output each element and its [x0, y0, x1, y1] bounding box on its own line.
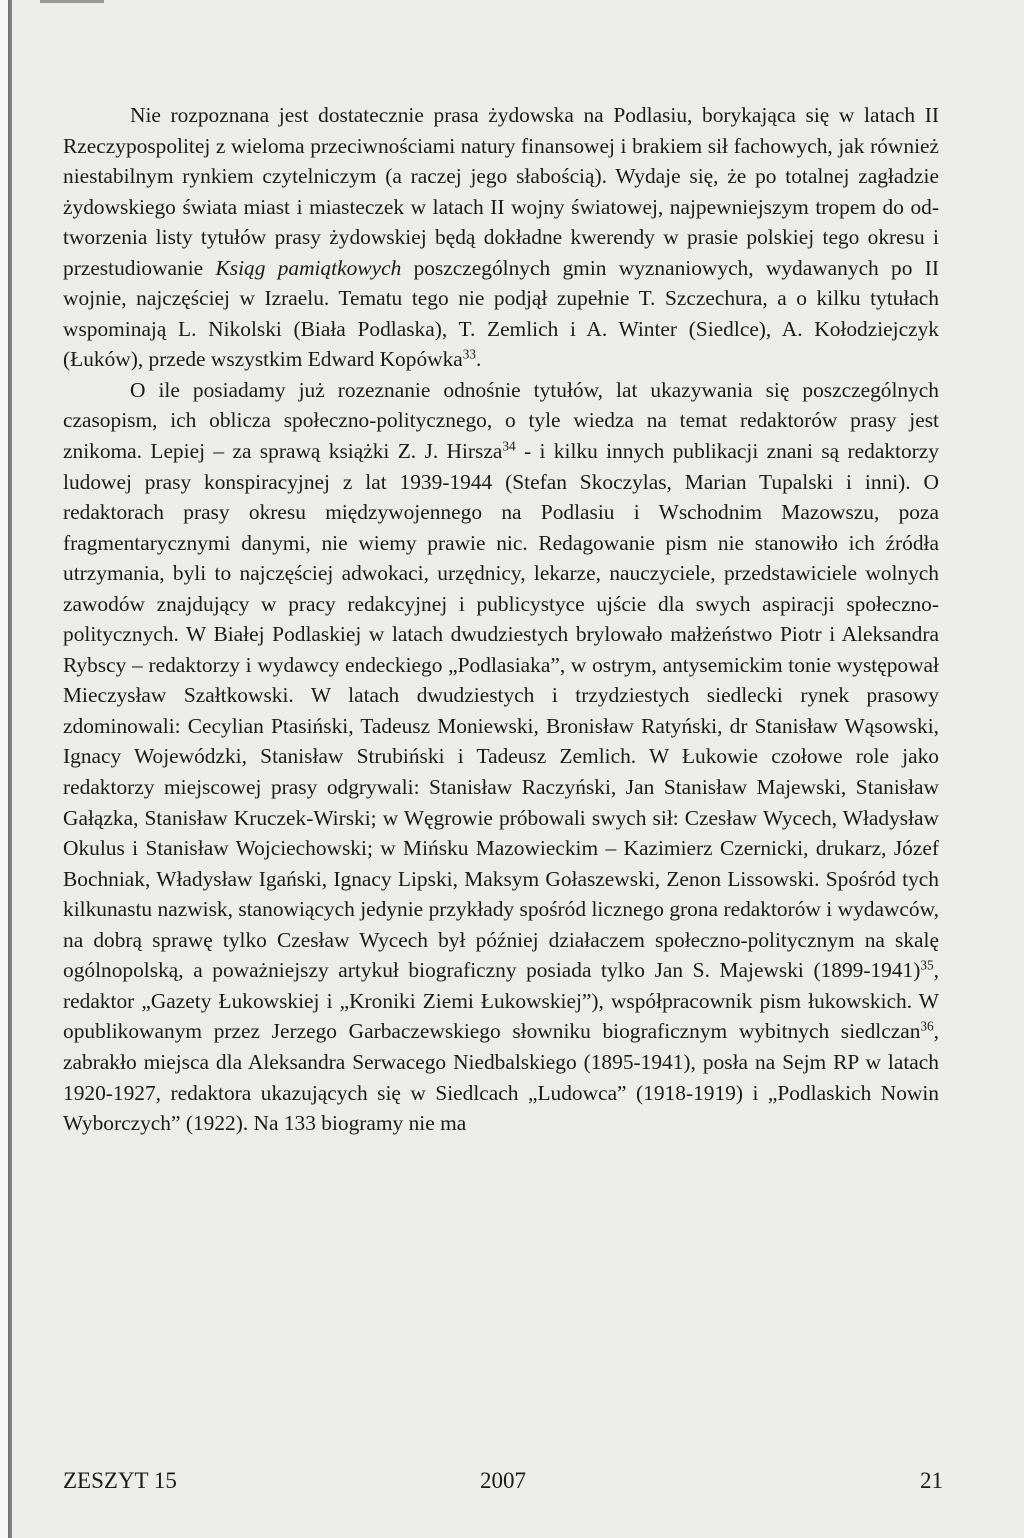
body-text	[63, 100, 939, 1139]
book-spine-shadow	[0, 0, 12, 1538]
paragraph-1: Nie rozpoznana jest dostatecznie prasa żydowska na Podlasiu, borykająca się w latach II Rzeczypospolitej z wieloma przeciwnościami natury finansowej i brakiem sił fachowych, jak również niestabilnym rynkiem czytelniczym (a raczej jego słabością). Wydaje się, że po totalnej zagładzie żydowskiego świata miast i miasteczek w latach II wojny światowej, najpewniejszym tropem do odtworzenia listy tytułów prasy żydowskiej będą dokładne kwerendy w prasie polskiej tego okresu i przestudiowanie Ksiąg pamiątkowych poszczególnych gmin wyznaniowych, wydawanych po II wojnie, najczęściej w Izraelu. Tematu tego nie podjął zupełnie T. Szczechura, a o kilku tytułach wspominają L. Nikolski (Biała Podlaska), T. Zemlich i A. Winter (Siedlce), A. Kołodziejczyk (Łuków), przede wszystkim Edward Kopówka$^{33}$.	[63, 103, 939, 372]
footnote-ref-33: 33	[462, 347, 477, 363]
page-number: 21	[920, 1468, 943, 1493]
page-footer	[63, 1468, 943, 1500]
journal-issue: ZESZYT 15	[63, 1468, 177, 1493]
paragraph-2: O ile posiadamy już rozeznanie odnośnie tytułów, lat ukazywania się poszczególnych czasopism, ich oblicza społeczno-politycznego, o tyle wiedza na temat redaktorów prasy jest znikoma. Lepiej – za sprawą książki Z. J. Hirsza$^{34}$ - i kilku innych publikacji znani są redaktorzy ludowej prasy konspiracyjnej z lat 1939-1944 (Stefan Skoczylas, Marian Tupalski i inni). O redaktorach prasy okresu międzywojennego na Podlasiu i Wschodnim Mazowszu, poza fragmentarycznymi danymi, nie wiemy prawie nic. Redagowanie pism nie stanowiło ich źródła utrzymania, byli to najczęściej adwokaci, urzędnicy, lekarze, nauczyciele, przedstawiciele wolnych zawodów znajdujący w pracy redakcyjnej i publicystyce ujście dla swych aspiracji społeczno-politycznych. W Białej Podlaskiej w latach dwudziestych brylowało małżeństwo Piotr i Aleksandra Rybscy – redaktorzy i wydawcy endeckiego „Podlasiaka”, w ostrym, antysemickim tonie występował Mieczysław Szałtkowski. W latach dwudziestych i trzydziestych siedlecki rynek prasowy zdominowali: Cecylian Ptasiński, Tadeusz Moniewski, Bronisław Ratyński, dr Stanisław Wąsowski, Ignacy Wojewódzki, Stanisław Strubiński i Tadeusz Zemlich. W Łukowie czołowe role jako redaktorzy miejscowej prasy odgrywali: Stanisław Raczyński, Jan Stanisław Majewski, Stanisław Gałązka, Stanisław Kruczek-Wirski; w Węgrowie próbowali swych sił: Czesław Wycech, Władysław Okulus i Stanisław Wojciechowski; w Mińsku Mazowieckim – Kazimierz Czernicki, drukarz, Józef Bochniak, Władysław Igański, Ignacy Lipski, Maksym Gołaszewski, Zenon Lissowski. Spośród tych kilkunastu nazwisk, stanowiących jedynie przykłady spośród licznego grona redaktorów i wydawców, na dobrą sprawę tylko Czesław Wycech był później działaczem społeczno-politycznym na skalę ogólnopolską, a poważniejszy artykuł biograficzny posiada tylko Jan S. Majewski (1899-1941)$^{35}$, redaktor „Gazety Łukowskiej i „Kroniki Ziemi Łukowskiej”), współpracownik pism łukowskich. W opublikowanym przez Jerzego Garbaczewskiego słowniku biograficznym wybitnych siedlczan$^{36}$, zabrakło miejsca dla Aleksandra Serwacego Niedbalskiego (1895-1941), posła na Sejm RP w latach 1920-1927, redaktora ukazujących się w Siedlcach „Ludowca” (1918-1919) i „Podlaskich Nowin Wyborczych” (1922). Na 133 biogramy nie ma	[63, 377, 939, 1136]
footnote-ref-36: 36	[920, 1019, 934, 1035]
publication-year: 2007	[480, 1468, 526, 1493]
scan-corner-mark	[40, 0, 104, 3]
italic-title: Ksiąg pamiątkowych	[215, 255, 402, 280]
footnote-ref-35: 35	[920, 958, 934, 974]
footnote-ref-34: 34	[502, 438, 516, 454]
